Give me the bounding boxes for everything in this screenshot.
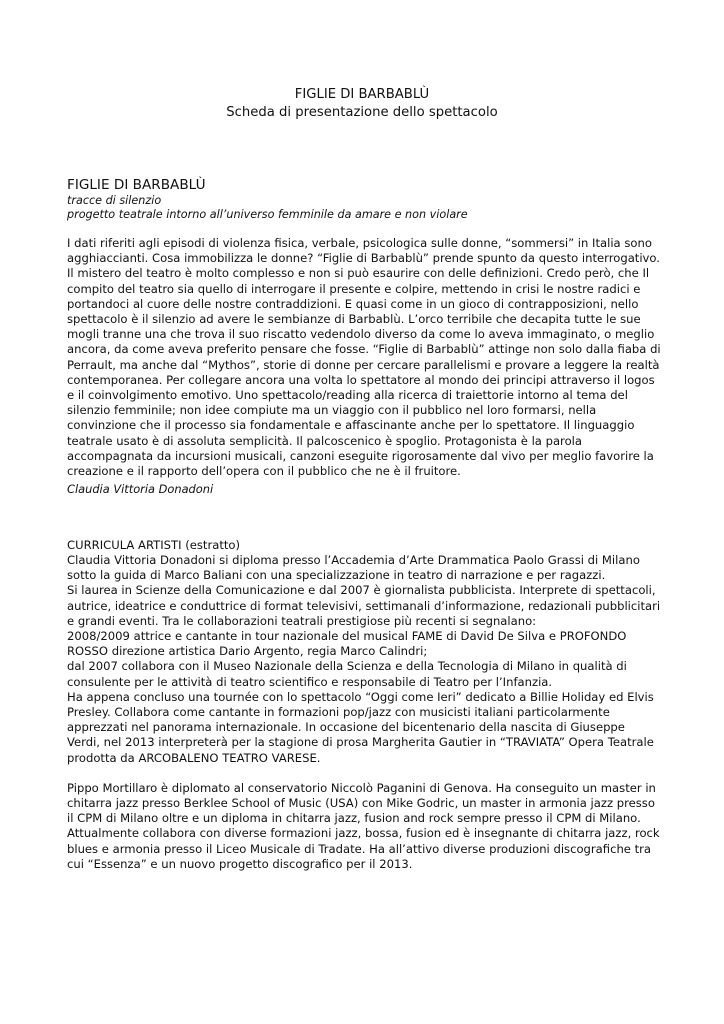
artist1-paragraph — [67, 553, 661, 583]
show-signature: Claudia Vittoria Donadoni — [67, 482, 214, 497]
artist1-name: Claudia Vittoria Donadoni — [67, 553, 216, 567]
show-description: I dati riferiti agli episodi di violenza fisica, verbale, psicologica sulle donne, “sommersi” in Italia sono agghiaccianti. Cosa immobilizza le donne? “Figlie di Barbablù” prende spunto da questo interrogativo. Il mistero del teatro è molto complesso e non si può esaurire con delle definizioni. Credo però, che Il compito del teatro sia quello di interrogare il presente e colpire, mettendo in crisi le nostre radici e portandoci al cuore delle nostre contraddizioni. E quasi come in un gioco di contrapposizioni, nello spettacolo è il silenzio ad avere le sembianze di Barbablù. L’orco terribile che decapita tutte le sue mogli tranne una che trova il suo riscatto vedendolo diverso da come lo aveva immaginato, o meglio ancora, da come aveva preferito pensare che fosse. “Figlie di Barbablù” attinge non solo dalla fiaba di Perrault, ma anche dal “Mythos”, storie di donne per cercare parallelismi e provare a leggere la realtà contemporanea. Per collegare ancora una volta lo spettatore al mondo dei principi attraverso il logos e il coinvolgimento emotivo. Uno spettacolo/reading alla ricerca di traiettorie intorno al tema del silenzio femminile; non idee compiute ma un viaggio con il pubblico nel loro formarsi, nella convinzione che il processo sia fondamentale e affascinante anche per lo spettatore. Il linguaggio teatrale usato è di assoluta semplicità. Il palcoscenico è spoglio. Protagonista è la parola accompagnata da incursioni musicali, canzoni eseguite rigorosamente dal vivo per meglio favorire la creazione e il rapporto dell’opera con il pubblico che ne è il fruitore. — [67, 236, 661, 479]
artist1-musical: 2008/2009 attrice e cantante in tour nazionale del musical FAME di David De Silva e PROFONDO ROSSO direzione artistica Dario Argento, regia Marco Calindri; — [67, 629, 627, 659]
show-subtitle-2: progetto teatrale intorno all’universo femminile da amare e non violare — [67, 208, 468, 221]
show-title: FIGLIE DI BARBABLÙ — [67, 177, 206, 193]
artist1-tour: Ha appena concluso una tournée con lo spettacolo “Oggi come Ieri” dedicato a Billie Holiday ed Elvis Presley. Collabora come cantante in formazioni pop/jazz con musicisti italiani particolarmente apprezzati nel panorama internazionale. In occasione del bicentenario della nascita di Giuseppe Verdi, nel 2013 interpreterà per la stagione di prosa Margherita Gautier in “TRAVIATA” Opera Teatrale prodotta da ARCOBALENO TEATRO VARESE. — [67, 689, 654, 765]
curricula-section — [67, 538, 661, 872]
header-title: FIGLIE DI BARBABLÙ — [294, 87, 430, 102]
header-subtitle: Scheda di presentazione dello spettacolo — [226, 105, 498, 120]
show-section — [67, 176, 661, 497]
artist2-intro: è diplomato al conservatorio Niccolò Paganini di Genova. Ha conseguito un master in chitarra jazz presso Berklee School of Music (USA) con Mike Godric, un master in armonia jazz presso il CPM di Milano oltre e un diploma in chitarra jazz, fusion and rock sempre presso il CPM di Milano. Attualmente collabora con diverse formazioni jazz, bossa, fusion ed è insegnante di chitarra jazz, rock blues e armonia presso il Liceo Musicale di Tradate. Ha all’attivo diverse produzioni discografiche tra cui “Essenza” e un nuovo progetto discografico per il 2013. — [67, 780, 660, 871]
artist2-paragraph — [67, 781, 661, 872]
artist1-museum: dal 2007 collabora con il Museo Nazionale della Scienza e della Tecnologia di Milano in qualità di consulente per le attività di teatro scientifico e responsabile di Teatro per l’Infanzia. — [67, 659, 627, 689]
curricula-title: CURRICULA ARTISTI (estratto) — [67, 538, 241, 552]
show-subtitle-1: tracce di silenzio — [67, 194, 162, 207]
artist2-name: Pippo Mortillaro — [67, 780, 158, 795]
artist1-intro: si diploma presso l’Accademia d’Arte Drammatica Paolo Grassi di Milano sotto la guida di Marco Baliani con una specializzazione in teatro di narrazione e per ragazzi. — [67, 553, 640, 583]
artist1-education: Si laurea in Scienze della Comunicazione e dal 2007 è giornalista pubblicista. Interprete di spettacoli, autrice, ideatrice e conduttrice di format televisivi, settimanali d’informazione, redazionali pubblicitari e grandi eventi. Tra le collaborazioni teatrali prestigiose più recenti si segnalano: — [67, 583, 661, 628]
document-header — [0, 86, 724, 122]
